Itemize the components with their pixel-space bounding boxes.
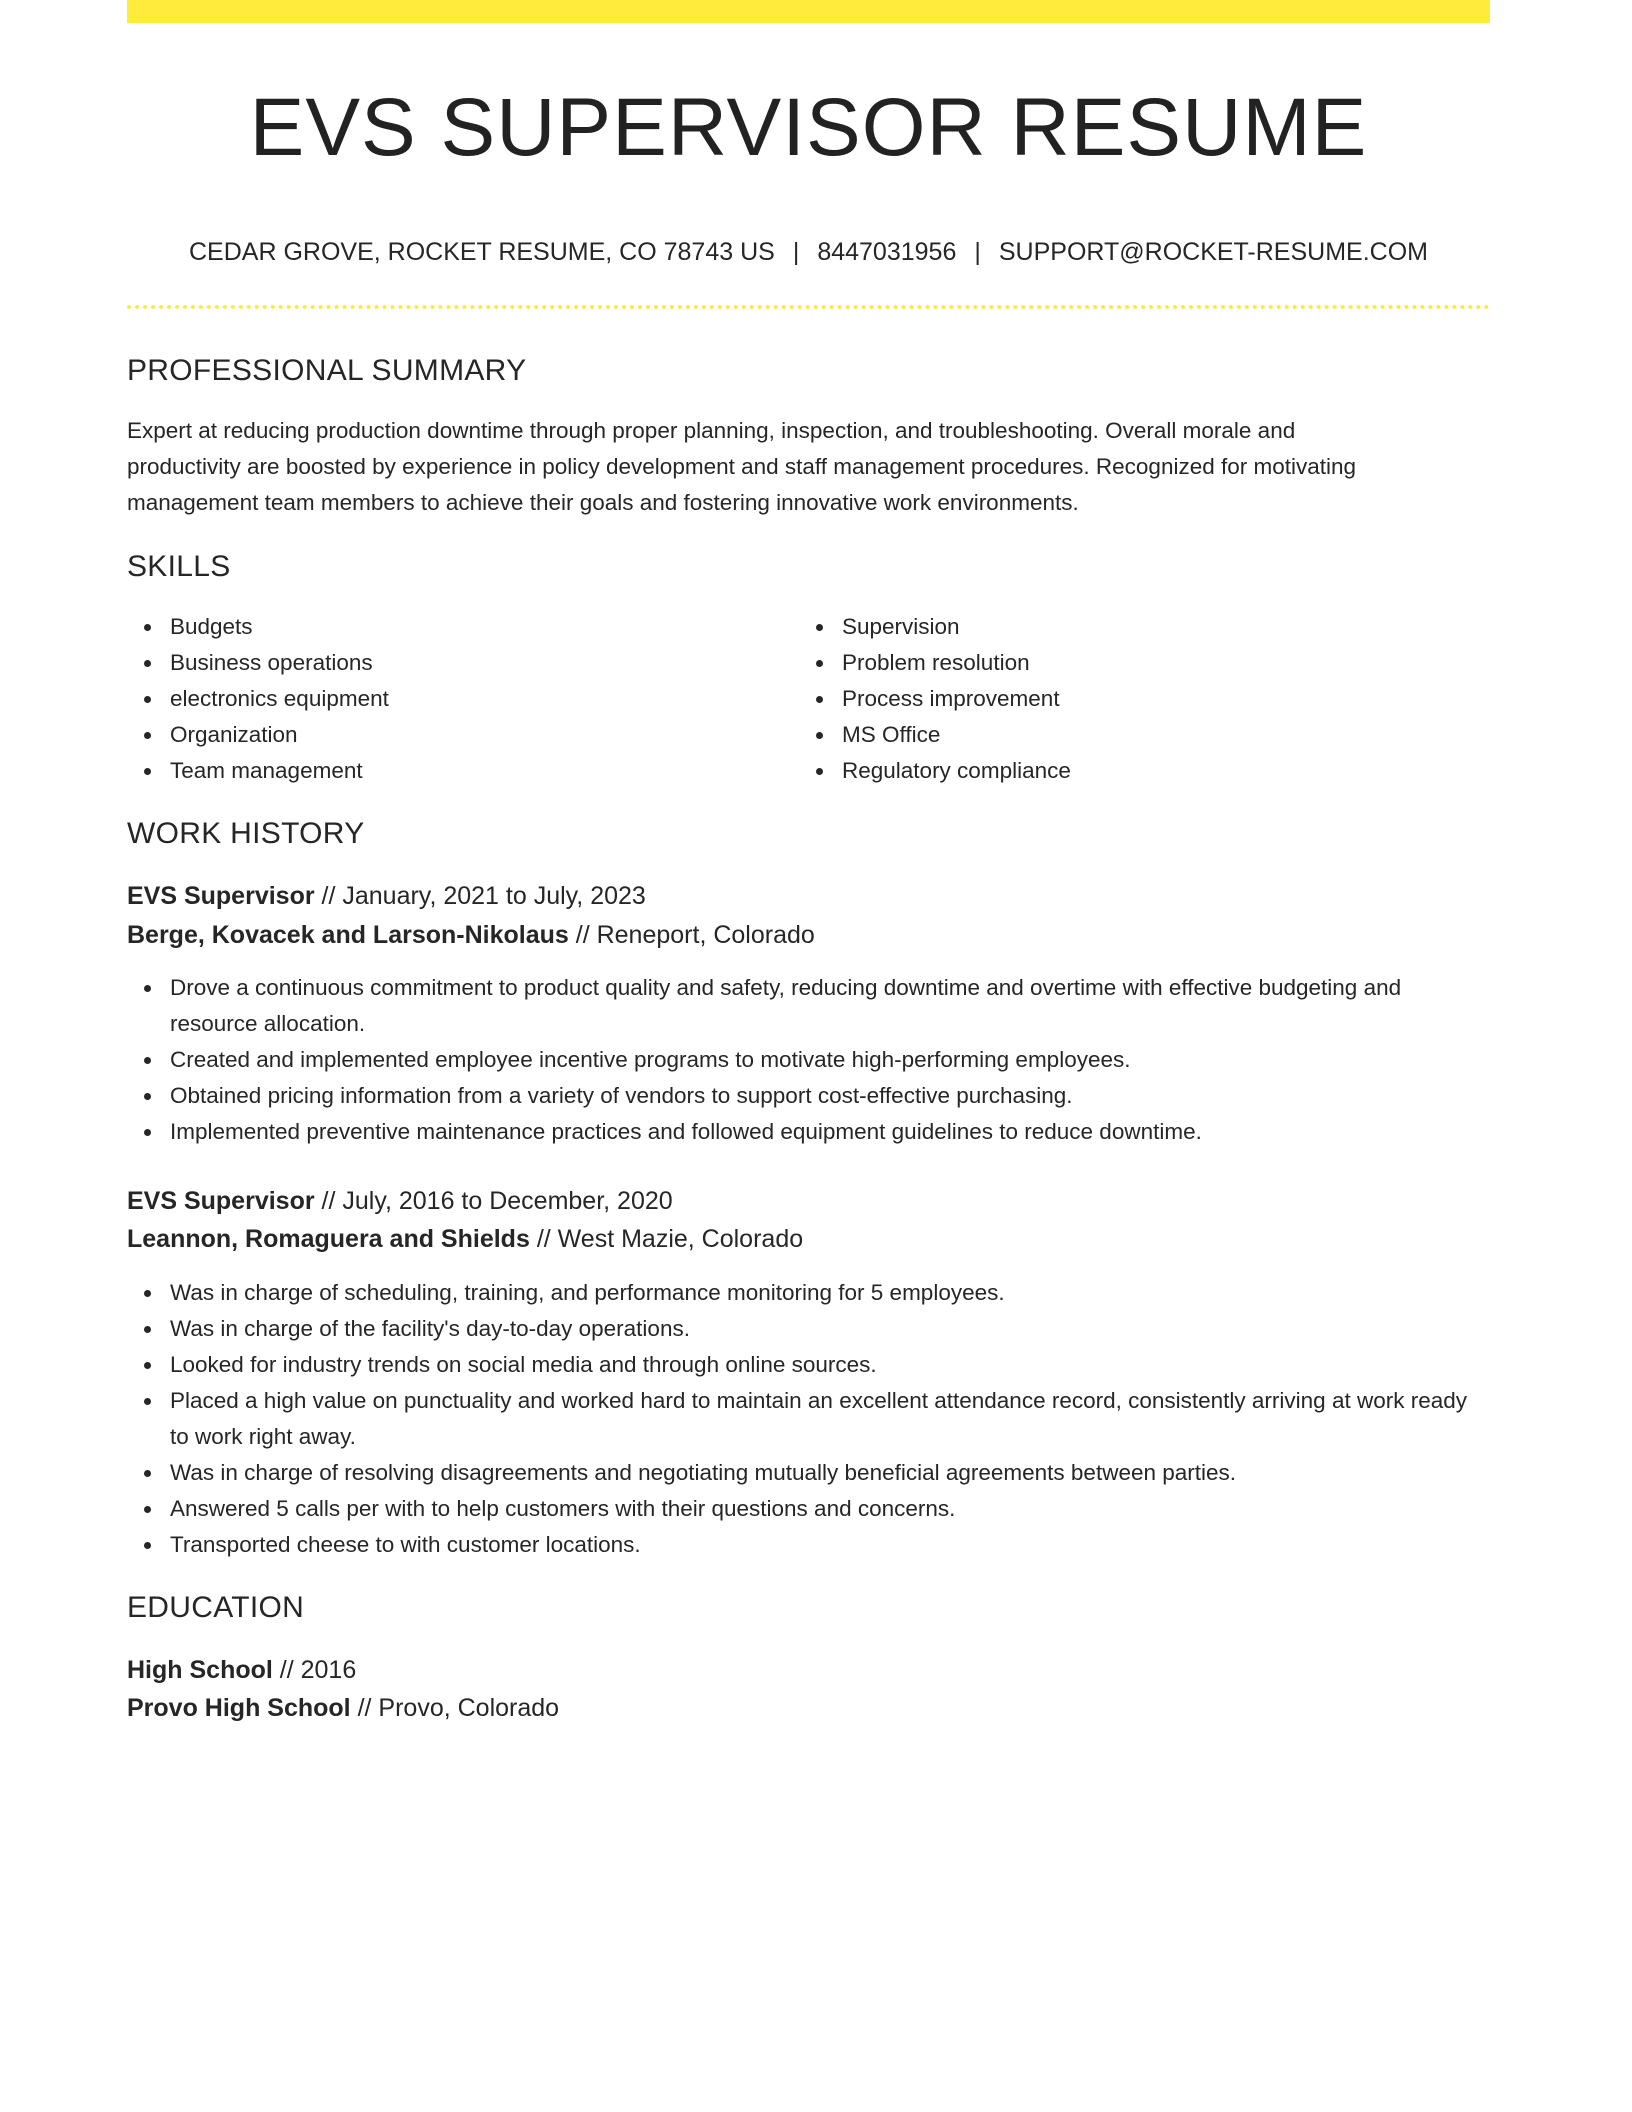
- contact-phone: 8447031956: [817, 238, 957, 266]
- job-company-line: [127, 1221, 1490, 1257]
- skill-item: Team management: [170, 753, 790, 789]
- job-location: // West Mazie, Colorado: [536, 1225, 804, 1253]
- job-bullet: Looked for industry trends on social media and through online sources.: [170, 1347, 1490, 1383]
- summary-line: Expert at reducing production downtime through proper planning, inspection, and troubleshooting. Overall morale and: [127, 418, 1296, 443]
- job-bullet: Implemented preventive maintenance practices and followed equipment guidelines to reduce downtime.: [170, 1114, 1490, 1150]
- job-bullet: Obtained pricing information from a variety of vendors to support cost-effective purchasing.: [170, 1078, 1490, 1114]
- skill-item: MS Office: [842, 717, 1462, 753]
- skill-item: Business operations: [170, 645, 790, 681]
- contact-line: [127, 234, 1490, 270]
- resume-title: EVS SUPERVISOR RESUME: [249, 82, 1368, 173]
- skill-item: Supervision: [842, 609, 1462, 645]
- job-bullets: [127, 970, 1490, 1150]
- header-divider: [127, 305, 1490, 309]
- education-school-line: [127, 1690, 1490, 1726]
- work-history-heading: WORK HISTORY: [127, 817, 365, 850]
- education-degree-line: [127, 1652, 1490, 1688]
- accent-top-bar: [127, 0, 1490, 23]
- job-bullet: Was in charge of the facility's day-to-day operations.: [170, 1311, 1490, 1347]
- summary-line: management team members to achieve their goals and fostering innovative work environments.: [127, 490, 1079, 515]
- job-company: Leannon, Romaguera and Shields: [127, 1225, 530, 1253]
- job-bullet: Answered 5 calls per with to help customers with their questions and concerns.: [170, 1491, 1490, 1527]
- job-company: Berge, Kovacek and Larson-Nikolaus: [127, 921, 569, 949]
- skill-item: Problem resolution: [842, 645, 1462, 681]
- education-year: // 2016: [279, 1656, 357, 1684]
- skills-list-right: [799, 609, 1462, 789]
- job-bullet: Was in charge of resolving disagreements and negotiating mutually beneficial agreements between parties.: [170, 1455, 1490, 1491]
- job-bullet: Created and implemented employee incentive programs to motivate high-performing employees.: [170, 1042, 1490, 1078]
- job-title: EVS Supervisor: [127, 882, 315, 910]
- job-bullet: Drove a continuous commitment to product quality and safety, reducing downtime and overtime with effective budgeting and resource allocation.: [170, 970, 1490, 1042]
- summary-text: [127, 413, 1490, 521]
- job-bullets: [127, 1275, 1490, 1563]
- job-company-line: [127, 917, 1490, 953]
- job-bullet: Placed a high value on punctuality and worked hard to maintain an excellent attendance record, consistently arriving at work ready to work right away.: [170, 1383, 1490, 1455]
- job-title: EVS Supervisor: [127, 1187, 315, 1215]
- contact-address: CEDAR GROVE, ROCKET RESUME, CO 78743 US: [189, 238, 775, 266]
- education-school: Provo High School: [127, 1694, 351, 1722]
- skill-item: Process improvement: [842, 681, 1462, 717]
- summary-heading: PROFESSIONAL SUMMARY: [127, 354, 527, 387]
- skills-list-left: [127, 609, 790, 789]
- job-dates: // January, 2021 to July, 2023: [321, 882, 646, 910]
- job-title-line: [127, 878, 1490, 914]
- contact-separator: |: [974, 238, 981, 266]
- contact-separator: |: [792, 238, 800, 266]
- skills-heading: SKILLS: [127, 550, 231, 583]
- job-bullet: Was in charge of scheduling, training, and performance monitoring for 5 employees.: [170, 1275, 1490, 1311]
- job-location: // Reneport, Colorado: [575, 921, 815, 949]
- summary-line: productivity are boosted by experience in policy development and staff management procedures. Recognized for motivating: [127, 454, 1357, 479]
- skill-item: Regulatory compliance: [842, 753, 1462, 789]
- contact-email: SUPPORT@ROCKET-RESUME.COM: [998, 238, 1428, 266]
- job-title-line: [127, 1183, 1490, 1219]
- education-location: // Provo, Colorado: [357, 1694, 560, 1722]
- job-bullet: Transported cheese to with customer locations.: [170, 1527, 1490, 1563]
- job-dates: // July, 2016 to December, 2020: [321, 1187, 673, 1215]
- skill-item: electronics equipment: [170, 681, 790, 717]
- skill-item: Budgets: [170, 609, 790, 645]
- skill-item: Organization: [170, 717, 790, 753]
- education-degree: High School: [127, 1656, 273, 1684]
- education-heading: EDUCATION: [127, 1591, 305, 1624]
